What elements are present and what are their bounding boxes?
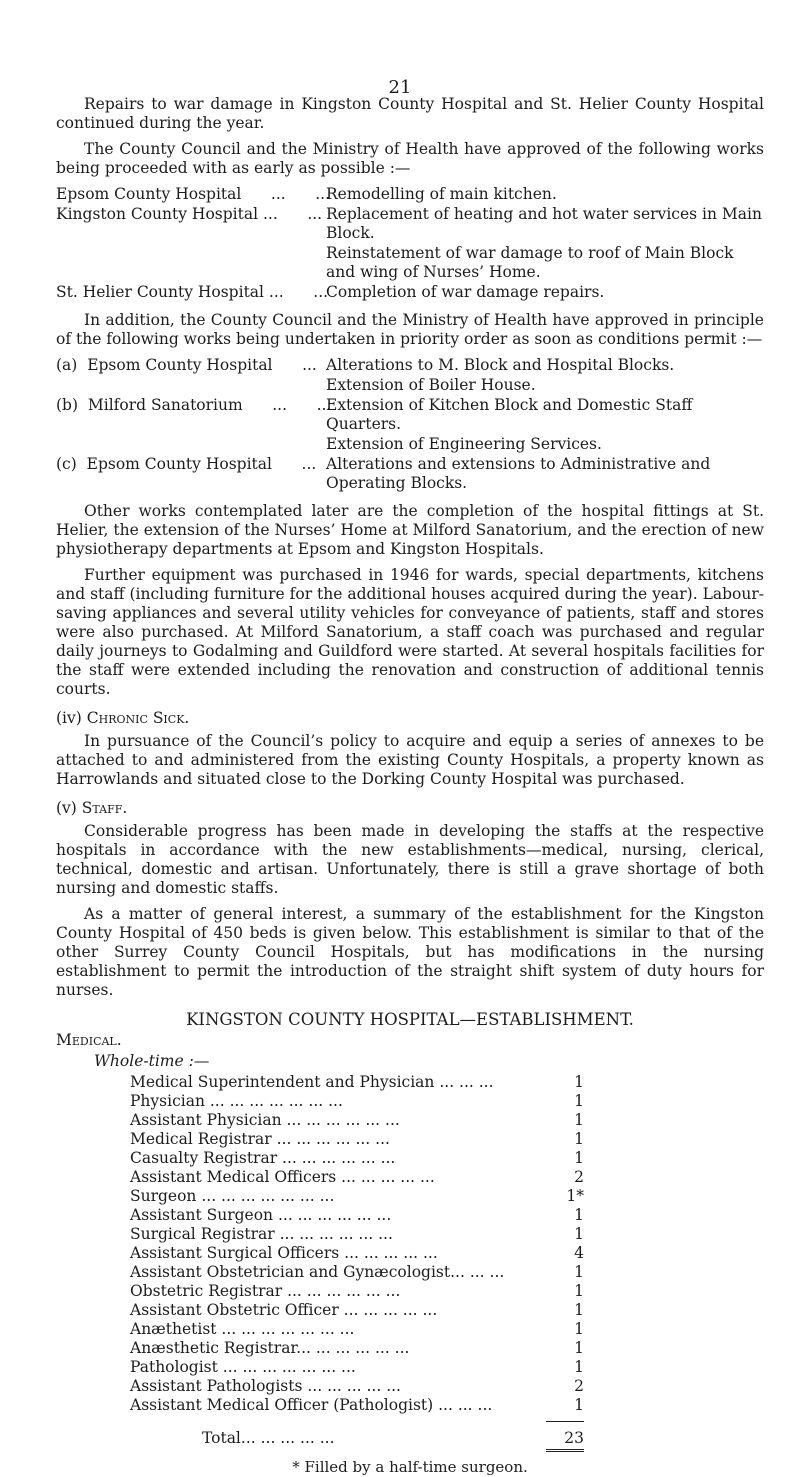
staff-title: Surgical Registrar ... ... ... ... ... ... <box>130 1225 393 1243</box>
staff-title: Anæsthetic Registrar... ... ... ... ... ... <box>130 1339 410 1357</box>
work-site: (b) Milford Sanatorium ... ... <box>56 396 332 414</box>
total-count: 23 <box>564 1429 584 1447</box>
staff-title: Pathologist ... ... ... ... ... ... ... <box>130 1358 356 1376</box>
staff-title: Assistant Obstetric Officer ... ... ... ... ... <box>130 1301 438 1319</box>
staff-row <box>130 1377 584 1396</box>
staff-title: Assistant Medical Officers ... ... ... ... ... <box>130 1168 435 1186</box>
staff-title: Assistant Medical Officer (Pathologist) ... ... ... <box>130 1396 493 1414</box>
total-label: Total... ... ... ... ... <box>202 1429 335 1447</box>
staff-count: 1 <box>574 1111 584 1129</box>
staff-title: Medical Superintendent and Physician ... ... ... <box>130 1073 494 1091</box>
staff-title: Assistant Obstetrician and Gynæcologist... ... ... <box>130 1263 505 1281</box>
work-item <box>56 283 764 303</box>
staff-title: Physician ... ... ... ... ... ... ... <box>130 1092 343 1110</box>
staff-count: 2 <box>574 1168 584 1186</box>
staff-title: Medical Registrar ... ... ... ... ... ... <box>130 1130 390 1148</box>
staff-count: 4 <box>574 1244 584 1262</box>
work-description: Extension of Boiler House. <box>326 376 536 394</box>
work-item <box>56 185 764 205</box>
section-title: Chronic Sick. <box>86 709 190 727</box>
staff-title: Assistant Surgical Officers ... ... ... ... ... <box>130 1244 438 1262</box>
staff-count: 1 <box>574 1206 584 1224</box>
staff-count: 1 <box>574 1073 584 1091</box>
staff-title: Assistant Physician ... ... ... ... ... ... <box>130 1111 400 1129</box>
staff-count: 1 <box>574 1339 584 1357</box>
staff-row <box>130 1225 584 1244</box>
section-heading-chronic-sick <box>56 709 764 728</box>
staff-count: 1 <box>574 1225 584 1243</box>
work-item <box>56 205 764 283</box>
section-heading-staff <box>56 799 764 818</box>
staff-count: 1 <box>574 1358 584 1376</box>
section-number: (v) <box>56 799 77 817</box>
approved-works-list <box>56 185 764 303</box>
footnote: * Filled by a half-time surgeon. <box>292 1458 528 1476</box>
work-site: Epsom County Hospital ... ... <box>56 185 331 203</box>
work-description: Alterations to M. Block and Hospital Blocks. <box>326 356 675 374</box>
work-item <box>56 455 764 494</box>
paragraph: Considerable progress has been made in developing the staffs at the respective hospitals in accordance with the new establishments—medical, nursing, clerical, technical, domestic and artisan. Unfortunately, there is still a grave shortage of both nursing and domestic staffs. <box>56 822 764 897</box>
staff-count: 1 <box>574 1263 584 1281</box>
staff-count: 1 <box>574 1149 584 1167</box>
staff-title: Anæthetist ... ... ... ... ... ... ... <box>130 1320 355 1338</box>
work-site: (c) Epsom County Hospital ... <box>56 455 317 473</box>
staff-row <box>130 1111 584 1130</box>
section-number: (iv) <box>56 709 82 727</box>
staff-title: Assistant Pathologists ... ... ... ... ... <box>130 1377 401 1395</box>
staff-row <box>130 1301 584 1320</box>
staff-row <box>130 1130 584 1149</box>
work-site: Kingston County Hospital ... ... <box>56 205 323 223</box>
total-rule <box>546 1421 584 1422</box>
establishment-subcategory: Whole-time :— <box>94 1052 210 1070</box>
establishment-category: Medical. <box>56 1031 122 1049</box>
total-double-rule <box>546 1449 584 1452</box>
staff-count: 1 <box>574 1092 584 1110</box>
priority-works-list <box>56 356 764 494</box>
paragraph: Other works contemplated later are the completion of the hospital fittings at St. Helier, the extension of the Nurses’ Home at Milford Sanatorium, and the erection of new physiotherapy departments at Epsom and Kingston Hospitals. <box>56 502 764 558</box>
staff-title: Casualty Registrar ... ... ... ... ... ... <box>130 1149 396 1167</box>
work-description: Remodelling of main kitchen. <box>326 185 557 203</box>
staff-row <box>130 1092 584 1111</box>
staff-count: 1 <box>574 1130 584 1148</box>
paragraph: The County Council and the Ministry of Health have approved of the following works being proceeded with as early as possible :— <box>56 140 764 177</box>
document-body <box>56 95 764 1477</box>
total-row <box>130 1429 584 1448</box>
staff-count: 1 <box>574 1396 584 1414</box>
staff-list <box>130 1073 584 1448</box>
staff-count: 1 <box>574 1282 584 1300</box>
staff-row <box>130 1339 584 1358</box>
work-description: Extension of Engineering Services. <box>326 435 602 453</box>
staff-row <box>130 1073 584 1092</box>
staff-count: 1* <box>566 1187 584 1205</box>
paragraph: Further equipment was purchased in 1946 for wards, special departments, kitchens and staff (including furniture for the additional houses acquired during the year). Labour-saving appliances and several utility vehicles for conveyance of patients, staff and stores were also purchased. At Milford Sanatorium, a staff coach was purchased and regular daily journeys to Godalming and Guildford were started. At several hospitals facilities for the staff were extended including the renovation and construction of additional tennis courts. <box>56 566 764 698</box>
work-description: Alterations and extensions to Administrative and Operating Blocks. <box>326 455 711 492</box>
paragraph: In pursuance of the Council’s policy to acquire and equip a series of annexes to be attached to and administered from the existing County Hospitals, a property known as Harrowlands and situated close to the Dorking County Hospital was purchased. <box>56 732 764 788</box>
work-site: St. Helier County Hospital ... ... <box>56 283 329 301</box>
staff-row <box>130 1244 584 1263</box>
work-description: Completion of war damage repairs. <box>326 283 605 301</box>
staff-count: 1 <box>574 1301 584 1319</box>
staff-title: Assistant Surgeon ... ... ... ... ... ... <box>130 1206 392 1224</box>
staff-row <box>130 1187 584 1206</box>
page-number: 21 <box>388 77 412 98</box>
section-title: Staff. <box>81 799 128 817</box>
work-item <box>56 356 764 396</box>
staff-row <box>130 1168 584 1187</box>
staff-count: 1 <box>574 1320 584 1338</box>
work-item <box>56 396 764 455</box>
staff-row <box>130 1358 584 1377</box>
staff-count: 2 <box>574 1377 584 1395</box>
staff-row <box>130 1282 584 1301</box>
staff-row <box>130 1396 584 1415</box>
staff-row <box>130 1149 584 1168</box>
paragraph: Repairs to war damage in Kingston County Hospital and St. Helier County Hospital continued during the year. <box>56 95 764 132</box>
staff-row <box>130 1320 584 1339</box>
staff-title: Surgeon ... ... ... ... ... ... ... <box>130 1187 335 1205</box>
staff-row <box>130 1263 584 1282</box>
paragraph: As a matter of general interest, a summary of the establishment for the Kingston County Hospital of 450 beds is given below. This establishment is similar to that of the other Surrey County Council Hospitals, but has modifications in the nursing establishment to permit the introduction of the straight shift system of duty hours for nurses. <box>56 905 764 999</box>
work-description: Reinstatement of war damage to roof of Main Block and wing of Nurses’ Home. <box>326 244 734 281</box>
staff-title: Obstetric Registrar ... ... ... ... ... ... <box>130 1282 401 1300</box>
establishment-title: KINGSTON COUNTY HOSPITAL—ESTABLISHMENT. <box>186 1010 634 1029</box>
paragraph: In addition, the County Council and the Ministry of Health have approved in principle of the following works being undertaken in priority order as soon as conditions permit :— <box>56 311 764 348</box>
work-description: Extension of Kitchen Block and Domestic Staff Quarters. <box>326 396 693 433</box>
staff-row <box>130 1206 584 1225</box>
work-site: (a) Epsom County Hospital ... <box>56 356 317 374</box>
work-description: Replacement of heating and hot water services in Main Block. <box>326 205 762 242</box>
